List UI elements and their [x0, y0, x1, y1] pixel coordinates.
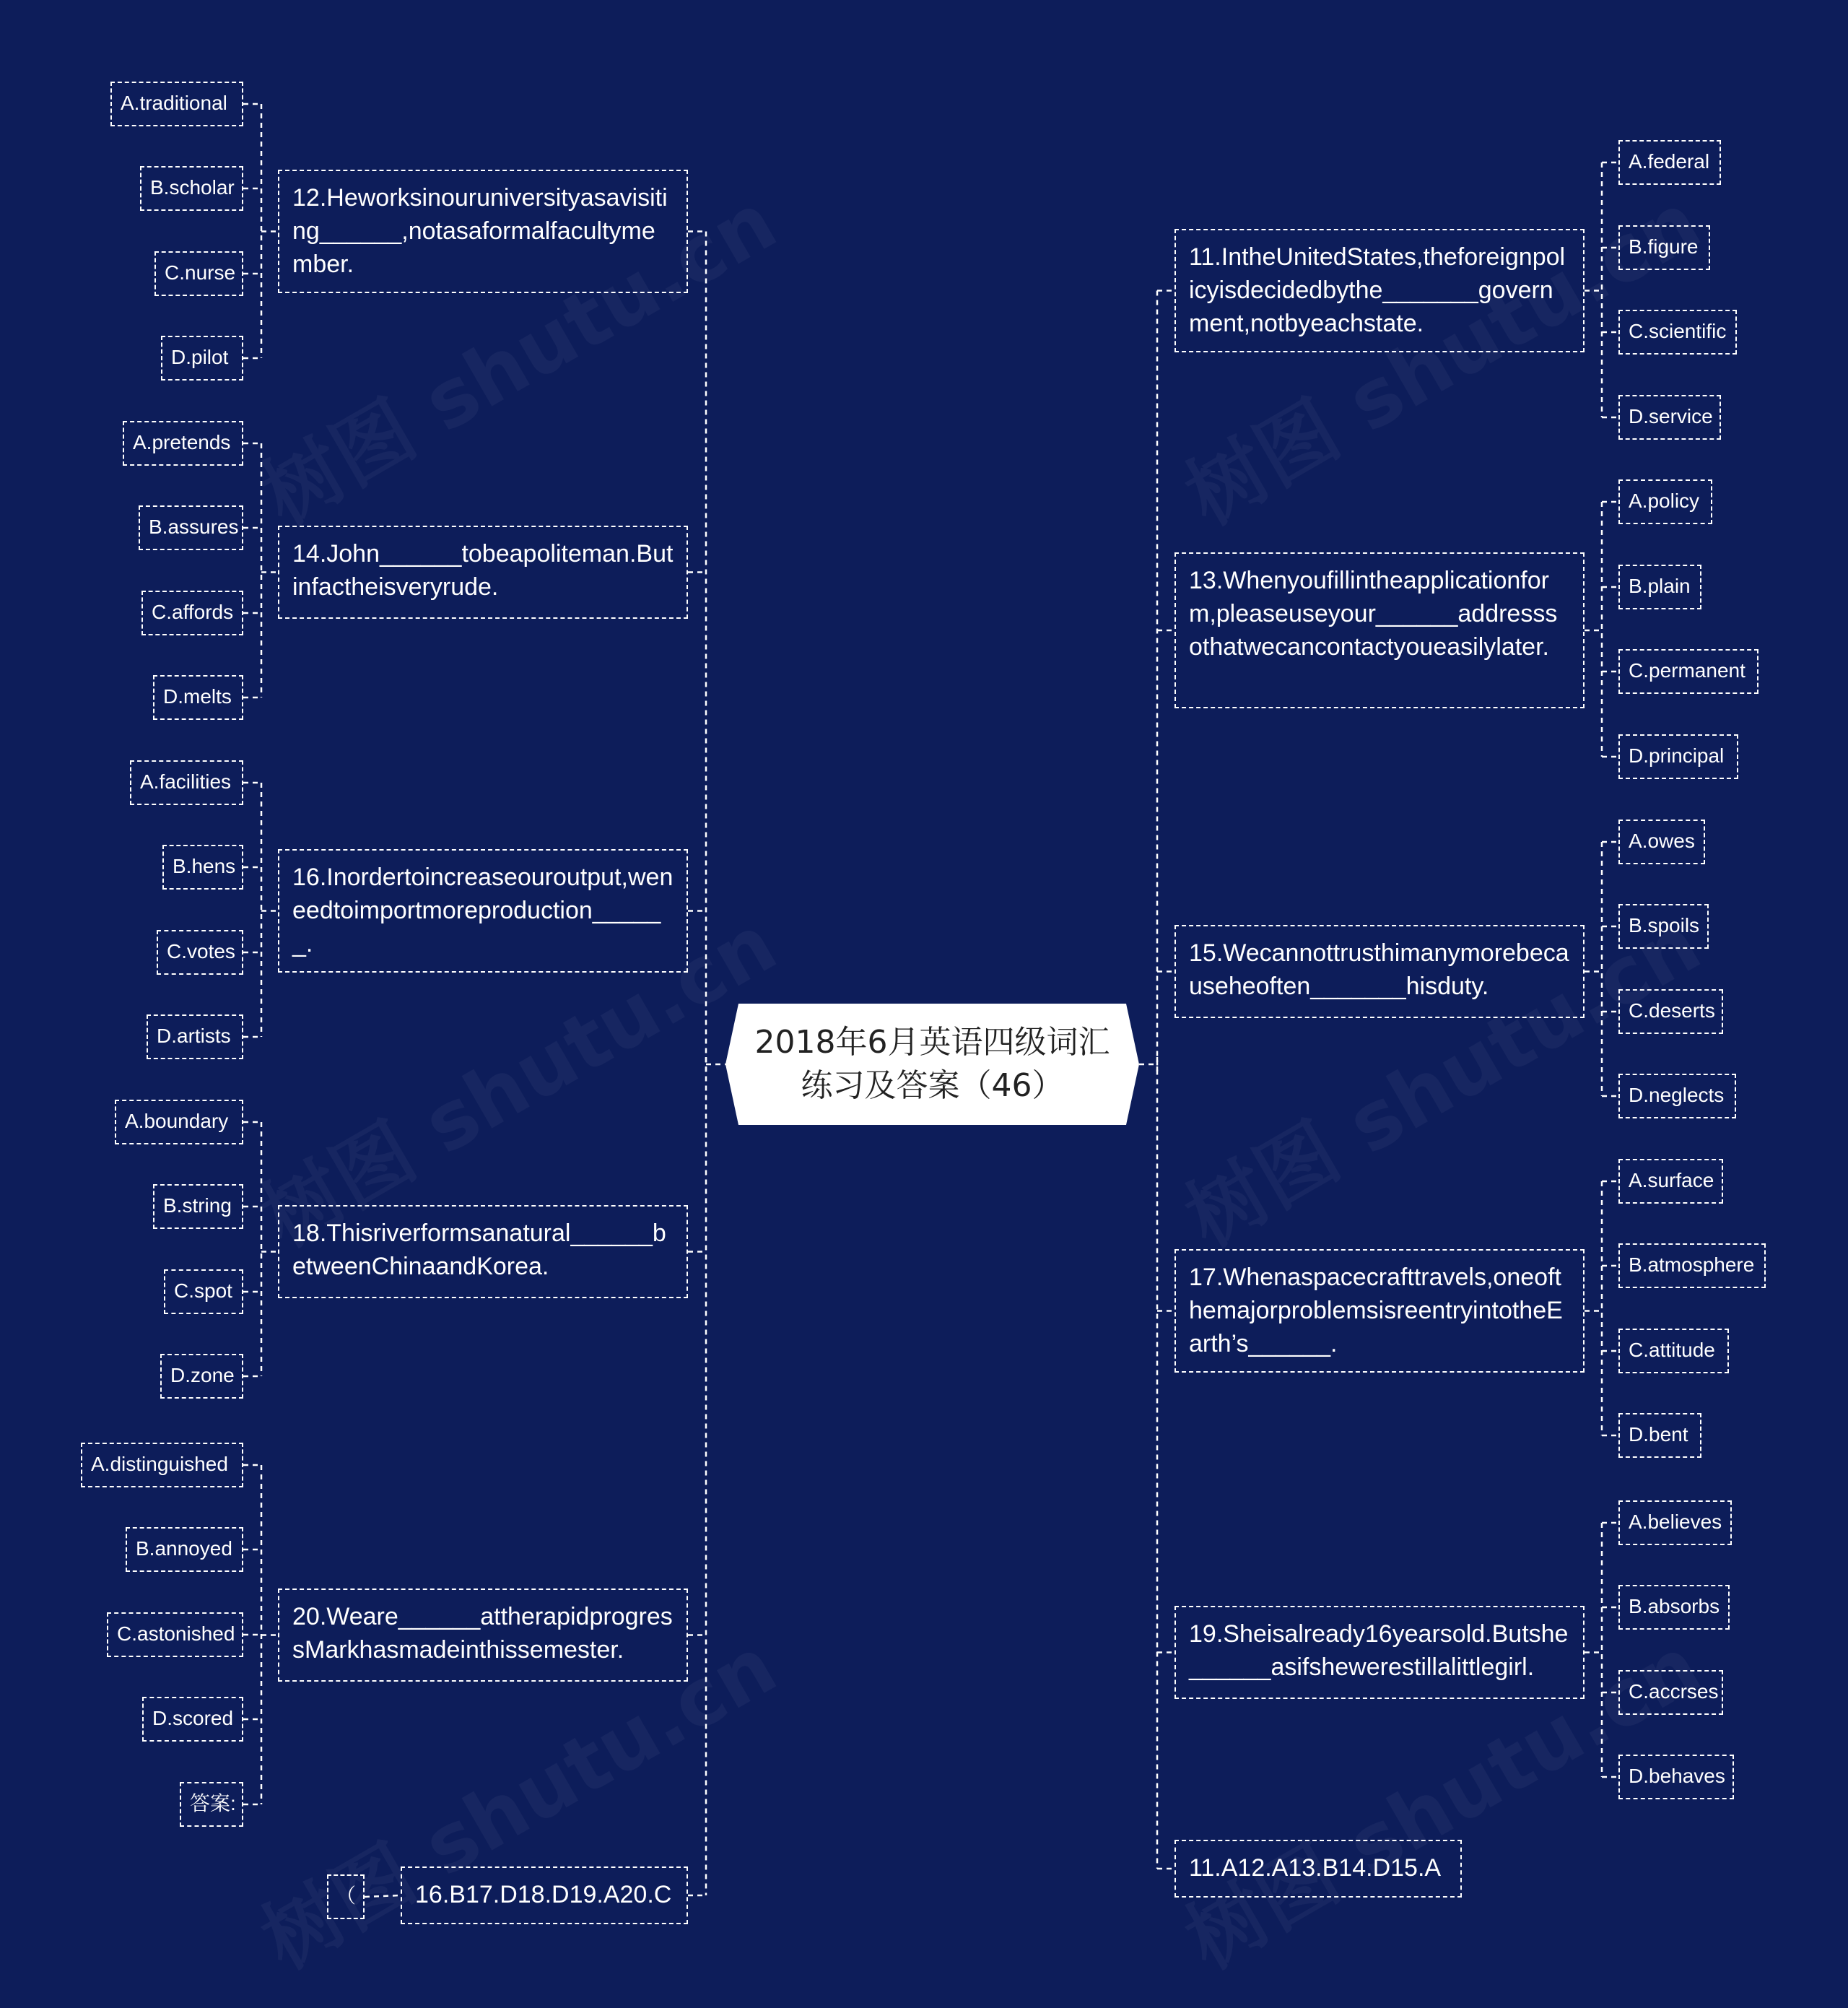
option-20-c[interactable]: C.astonished: [107, 1612, 243, 1657]
option-13-b[interactable]: B.plain: [1618, 565, 1701, 609]
option-12-a[interactable]: A.traditional: [110, 82, 243, 126]
option-18-a[interactable]: A.boundary: [115, 1100, 243, 1144]
answer-label-node[interactable]: 答案:: [180, 1782, 243, 1827]
option-18-c[interactable]: C.spot: [164, 1269, 243, 1314]
option-14-b[interactable]: B.assures: [139, 505, 243, 550]
option-14-c[interactable]: C.affords: [141, 591, 243, 635]
root-title-line1: 2018年6月英语四级词汇: [754, 1024, 1110, 1061]
option-13-a[interactable]: A.policy: [1618, 479, 1712, 524]
root-title-line2: 练习及答案（46）: [801, 1067, 1064, 1104]
option-15-a[interactable]: A.owes: [1618, 820, 1705, 864]
option-13-d[interactable]: D.principal: [1618, 734, 1738, 779]
root-title: [725, 1002, 1139, 1126]
option-17-b[interactable]: B.atmosphere: [1618, 1243, 1766, 1288]
option-19-c[interactable]: C.accrses: [1618, 1670, 1723, 1715]
option-17-c[interactable]: C.attitude: [1618, 1329, 1729, 1373]
option-11-d[interactable]: D.service: [1618, 395, 1721, 440]
option-11-c[interactable]: C.scientific: [1618, 310, 1737, 355]
option-16-b[interactable]: B.hens: [162, 845, 243, 890]
answer-node-left[interactable]: 16.B17.D18.D19.A20.C: [401, 1866, 688, 1924]
answer-node-right[interactable]: 11.A12.A13.B14.D15.A: [1174, 1840, 1462, 1898]
option-16-d[interactable]: D.artists: [147, 1014, 243, 1059]
option-14-a[interactable]: A.pretends: [123, 421, 243, 466]
question-node-16[interactable]: 16.Inordertoincreaseouroutput,weneedtoimportmoreproduction______.: [278, 849, 688, 973]
question-node-19[interactable]: 19.Sheisalready16yearsold.Butshe______asifshewerestillalittlegirl.: [1174, 1606, 1585, 1699]
option-18-d[interactable]: D.zone: [160, 1354, 243, 1399]
option-13-c[interactable]: C.permanent: [1618, 649, 1758, 694]
option-16-a[interactable]: A.facilities: [130, 760, 243, 805]
connector-line: [365, 1895, 401, 1897]
option-20-d[interactable]: D.scored: [142, 1697, 243, 1742]
option-19-b[interactable]: B.absorbs: [1618, 1585, 1730, 1630]
option-17-a[interactable]: A.surface: [1618, 1159, 1723, 1204]
option-18-b[interactable]: B.string: [153, 1184, 243, 1229]
answer-paren-node[interactable]: （: [327, 1874, 365, 1919]
question-node-20[interactable]: 20.Weare______attherapidprogressMarkhasmadeinthissemester.: [278, 1588, 688, 1682]
question-node-14[interactable]: 14.John______tobeapoliteman.Butinfactheisveryrude.: [278, 526, 688, 619]
option-15-c[interactable]: C.deserts: [1618, 989, 1723, 1034]
root-topic[interactable]: [725, 1002, 1139, 1126]
option-16-c[interactable]: C.votes: [157, 930, 243, 975]
question-node-18[interactable]: 18.Thisriverformsanatural______betweenChinaandKorea.: [278, 1205, 688, 1298]
option-12-b[interactable]: B.scholar: [140, 166, 243, 211]
option-14-d[interactable]: D.melts: [153, 675, 243, 720]
question-node-11[interactable]: 11.IntheUnitedStates,theforeignpolicyisdecidedbythe_______government,notbyeachstate.: [1174, 229, 1585, 352]
option-19-d[interactable]: D.behaves: [1618, 1755, 1734, 1799]
question-node-12[interactable]: 12.Heworksinouruniversityasavisiting______,notasaformalfacultymember.: [278, 170, 688, 293]
option-20-a[interactable]: A.distinguished: [81, 1443, 243, 1487]
option-15-d[interactable]: D.neglects: [1618, 1074, 1736, 1118]
option-17-d[interactable]: D.bent: [1618, 1413, 1701, 1458]
option-20-b[interactable]: B.annoyed: [126, 1527, 243, 1572]
question-node-17[interactable]: 17.Whenaspacecrafttravels,oneofthemajorproblemsisreentryintotheEarth’s______.: [1174, 1249, 1585, 1373]
question-node-15[interactable]: 15.Wecannottrusthimanymorebecauseheoften_______hisduty.: [1174, 925, 1585, 1018]
option-19-a[interactable]: A.believes: [1618, 1500, 1732, 1545]
question-node-13[interactable]: 13.Whenyoufillintheapplicationform,pleaseuseyour______addresssothatwecancontactyoueasilylater.: [1174, 552, 1585, 708]
option-11-a[interactable]: A.federal: [1618, 140, 1721, 185]
option-12-d[interactable]: D.pilot: [161, 336, 243, 381]
option-11-b[interactable]: B.figure: [1618, 225, 1710, 270]
option-15-b[interactable]: B.spoils: [1618, 904, 1709, 949]
option-12-c[interactable]: C.nurse: [154, 251, 243, 296]
